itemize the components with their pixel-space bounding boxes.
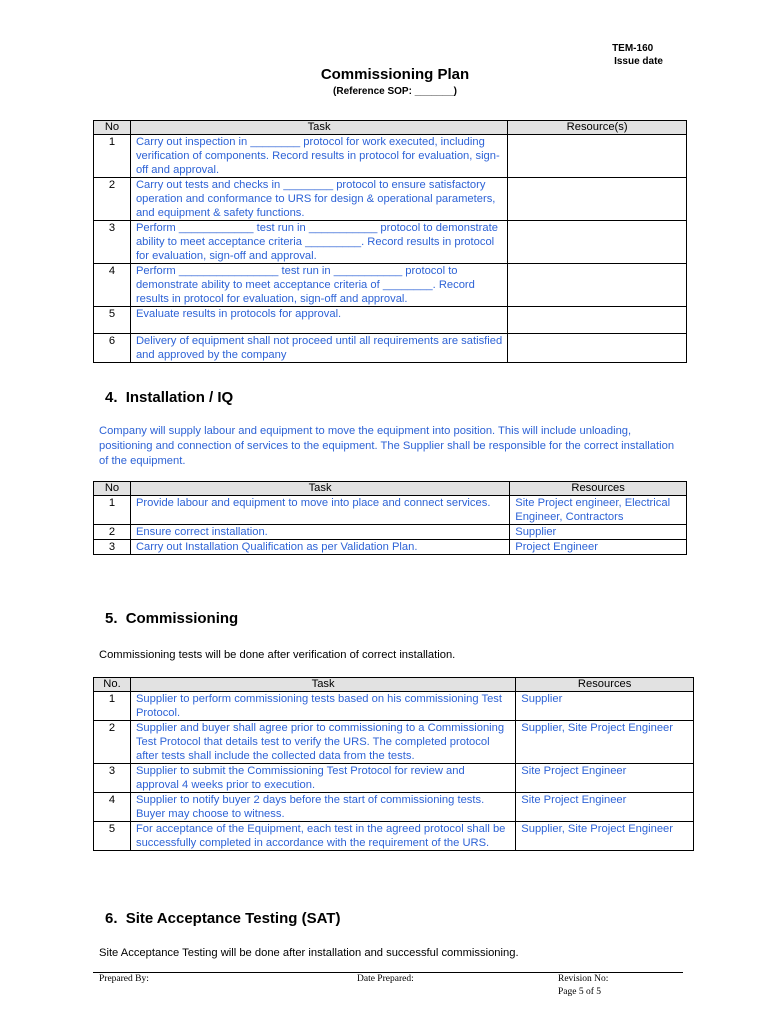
col-header-resources: Resource(s) bbox=[508, 121, 687, 135]
table-row bbox=[94, 178, 687, 221]
row-no: 2 bbox=[94, 525, 131, 540]
row-no: 6 bbox=[94, 334, 131, 363]
row-task: Perform ________________ test run in ___________ protocol to demonstrate ability to meet acceptance criteria of ________. Record results in protocol for evaluation, sign-off and approval. bbox=[130, 264, 507, 307]
row-no: 1 bbox=[94, 135, 131, 178]
section-title: Commissioning bbox=[125, 610, 239, 627]
row-resources bbox=[508, 334, 687, 363]
row-resources bbox=[508, 178, 687, 221]
row-resources: Site Project engineer, Electrical Engineer, Contractors bbox=[510, 496, 687, 525]
issue-date-label: Issue date bbox=[614, 56, 663, 67]
table-row bbox=[94, 721, 694, 764]
table-row bbox=[94, 221, 687, 264]
section-heading-installation bbox=[105, 389, 233, 406]
section-heading-commissioning bbox=[105, 610, 238, 627]
table-row bbox=[94, 822, 694, 851]
table-row bbox=[94, 307, 687, 334]
table-row bbox=[94, 540, 687, 555]
footer-prepared-by: Prepared By: bbox=[99, 974, 149, 984]
row-resources bbox=[508, 221, 687, 264]
row-no: 3 bbox=[94, 221, 131, 264]
row-task: Supplier to notify buyer 2 days before the start of commissioning tests. Buyer may choose to witness. bbox=[130, 793, 515, 822]
section-heading-sat bbox=[105, 910, 340, 927]
row-no: 4 bbox=[94, 793, 131, 822]
row-no: 5 bbox=[94, 822, 131, 851]
row-resources: Site Project Engineer bbox=[516, 793, 694, 822]
row-resources bbox=[508, 135, 687, 178]
row-task: Delivery of equipment shall not proceed until all requirements are satisfied and approved by the company bbox=[130, 334, 507, 363]
row-resources: Project Engineer bbox=[510, 540, 687, 555]
row-task: Carry out Installation Qualification as per Validation Plan. bbox=[130, 540, 509, 555]
table-header-row bbox=[94, 121, 687, 135]
row-resources: Supplier bbox=[510, 525, 687, 540]
col-header-resources: Resources bbox=[510, 482, 687, 496]
table-row bbox=[94, 264, 687, 307]
section-number: 6. bbox=[105, 910, 118, 927]
sat-paragraph: Site Acceptance Testing will be done after installation and successful commissioning. bbox=[99, 947, 519, 959]
page-title: Commissioning Plan bbox=[320, 66, 470, 83]
table-row bbox=[94, 793, 694, 822]
table-header-row bbox=[94, 482, 687, 496]
row-task: Provide labour and equipment to move into place and connect services. bbox=[130, 496, 509, 525]
row-no: 4 bbox=[94, 264, 131, 307]
footer-revision: Revision No: bbox=[558, 974, 609, 984]
document-code: TEM-160 bbox=[612, 43, 654, 54]
row-resources: Supplier, Site Project Engineer bbox=[516, 721, 694, 764]
col-header-task: Task bbox=[130, 121, 507, 135]
row-no: 5 bbox=[94, 307, 131, 334]
plan-table bbox=[93, 120, 687, 363]
col-header-no: No bbox=[94, 121, 131, 135]
col-header-no: No bbox=[94, 482, 131, 496]
row-task: Carry out inspection in ________ protocol for work executed, including verification of components. Record results in protocol for evaluation, sign-off and approval. bbox=[130, 135, 507, 178]
row-task: Supplier and buyer shall agree prior to commissioning to a Commissioning Test Protocol that details test to verify the URS. The completed protocol after tests shall include the collected data from the tests. bbox=[130, 721, 515, 764]
section-number: 5. bbox=[105, 610, 118, 627]
row-resources: Supplier, Site Project Engineer bbox=[516, 822, 694, 851]
row-no: 1 bbox=[94, 496, 131, 525]
col-header-resources: Resources bbox=[516, 678, 694, 692]
table-row bbox=[94, 525, 687, 540]
footer-page-number: Page 5 of 5 bbox=[558, 987, 602, 997]
row-task: Evaluate results in protocols for approval. bbox=[130, 307, 507, 334]
row-task: Supplier to perform commissioning tests based on his commissioning Test Protocol. bbox=[130, 692, 515, 721]
commissioning-table bbox=[93, 677, 694, 851]
row-task: For acceptance of the Equipment, each test in the agreed protocol shall be successfully completed in accordance with the requirement of the URS. bbox=[130, 822, 515, 851]
col-header-task: Task bbox=[130, 678, 515, 692]
row-resources bbox=[508, 307, 687, 334]
table-row bbox=[94, 496, 687, 525]
row-resources: Site Project Engineer bbox=[516, 764, 694, 793]
table-row bbox=[94, 135, 687, 178]
row-task: Carry out tests and checks in ________ protocol to ensure satisfactory operation and conformance to URS for design & operational parameters, and equipment & safety functions. bbox=[130, 178, 507, 221]
row-no: 3 bbox=[94, 540, 131, 555]
table-row bbox=[94, 692, 694, 721]
section-title: Site Acceptance Testing (SAT) bbox=[125, 910, 341, 927]
row-no: 2 bbox=[94, 721, 131, 764]
row-no: 1 bbox=[94, 692, 131, 721]
row-resources: Supplier bbox=[516, 692, 694, 721]
row-resources bbox=[508, 264, 687, 307]
section-number: 4. bbox=[105, 389, 118, 406]
table-row bbox=[94, 334, 687, 363]
document-code-block bbox=[612, 42, 663, 68]
section-title: Installation / IQ bbox=[125, 389, 234, 406]
col-header-task: Task bbox=[130, 482, 509, 496]
row-task: Ensure correct installation. bbox=[130, 525, 509, 540]
row-task: Supplier to submit the Commissioning Test Protocol for review and approval 4 weeks prior to execution. bbox=[130, 764, 515, 793]
table-header-row bbox=[94, 678, 694, 692]
footer-date-prepared: Date Prepared: bbox=[357, 974, 414, 984]
row-task: Perform ____________ test run in ___________ protocol to demonstrate ability to meet acceptance criteria _________. Record results in protocol for evaluation, sign-off and approval. bbox=[130, 221, 507, 264]
row-no: 2 bbox=[94, 178, 131, 221]
reference-sop: (Reference SOP: _______) bbox=[333, 86, 457, 97]
table-row bbox=[94, 764, 694, 793]
installation-table bbox=[93, 481, 687, 555]
row-no: 3 bbox=[94, 764, 131, 793]
commissioning-paragraph: Commissioning tests will be done after verification of correct installation. bbox=[99, 649, 456, 661]
installation-paragraph: Company will supply labour and equipment to move the equipment into position. This will include unloading, positioning and connection of services to the equipment. The Supplier shall be responsible for the correct installation of the equipment. bbox=[99, 425, 675, 467]
col-header-no: No. bbox=[94, 678, 131, 692]
